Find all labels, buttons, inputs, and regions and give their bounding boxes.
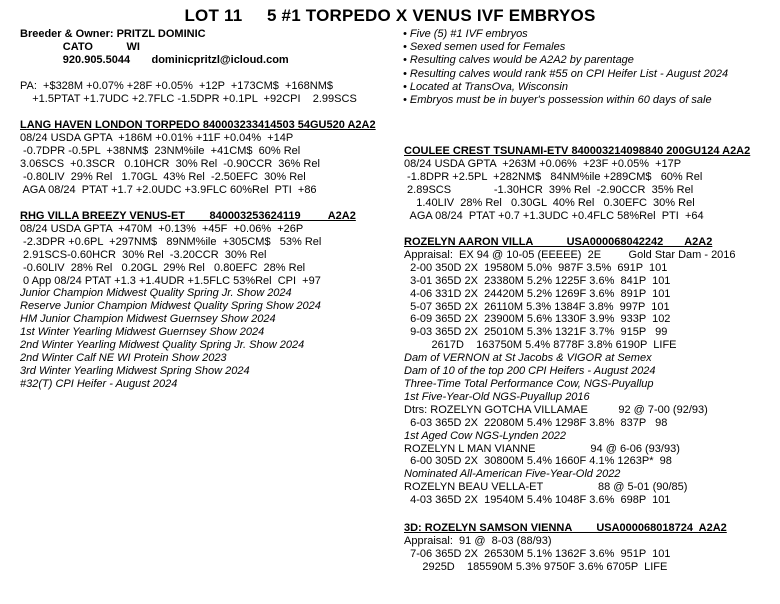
- lot-bullets: [403, 28, 728, 107]
- third-dam-name: 3D: ROZELYN SAMSON VIENNA USA000068018724 A2A2: [404, 522, 727, 534]
- pa-line: PA: +$328M +0.07% +28F +0.05% +12P +173CM$ +168NM$: [20, 80, 333, 92]
- dam-achievement: 3rd Winter Yearling Midwest Spring Show 2024: [20, 364, 250, 377]
- granddam-record: 4-06 331D 2X 24420M 5.2% 1269F 3.6% 891P 101: [404, 287, 671, 300]
- mgs-block: [404, 145, 750, 222]
- dam-achievement: Junior Champion Midwest Quality Spring Jr. Show 2024: [20, 287, 292, 300]
- sire-block: [20, 119, 376, 196]
- dam-line: 0 App 08/24 PTAT +1.3 +1.4UDR +1.5FLC 53%Rel CPI +97: [20, 274, 321, 287]
- daughter-line: ROZELYN L MAN VIANNE 94 @ 6-06 (93/93): [404, 442, 680, 455]
- mgs-name: COULEE CREST TSUNAMI-ETV 840003214098840 200GU124 A2A2: [404, 145, 751, 157]
- mgs-line: 08/24 USDA GPTA +263M +0.06% +23F +0.05% +17P: [404, 157, 682, 170]
- daughter-line: Dtrs: ROZELYN GOTCHA VILLAMAE 92 @ 7-00 (92/93): [404, 403, 708, 416]
- dam-name: RHG VILLA BREEZY VENUS-ET 840003253624119 A2A2: [20, 210, 356, 222]
- sire-line: -0.80LIV 29% Rel 1.70GL 43% Rel -2.50EFC 30% Rel: [20, 170, 306, 183]
- location-line: CATO WI: [20, 41, 140, 53]
- dam-line: 08/24 USDA GPTA +470M +0.13% +45F +0.06% +26P: [20, 222, 304, 235]
- daughter-record: 6-00 305D 2X 30800M 5.4% 1660F 4.1% 1263P* 98: [404, 455, 672, 468]
- granddam-record: 9-03 365D 2X 25010M 5.3% 1321F 3.7% 915P 99: [404, 326, 668, 339]
- mgs-line: 1.40LIV 28% Rel 0.30GL 40% Rel 0.30EFC 30% Rel: [404, 196, 695, 209]
- contact-line: 920.905.5044 dominicpritzl@icloud.com: [20, 54, 289, 66]
- dam-line: 2.91SCS-0.60HCR 30% Rel -3.20CCR 30% Rel: [20, 248, 267, 261]
- daughter-record: 4-03 365D 2X 19540M 5.4% 1048F 3.6% 698P 101: [404, 494, 671, 507]
- daughter-award: 1st Aged Cow NGS-Lynden 2022: [404, 429, 567, 442]
- lot-title: 5 #1 TORPEDO X VENUS IVF EMBRYOS: [266, 6, 596, 25]
- granddam-block: [404, 236, 736, 507]
- breeder-owner-block: [20, 28, 289, 67]
- dam-achievement: HM Junior Champion Midwest Guernsey Show 2024: [20, 313, 276, 326]
- bullet-item: • Resulting calves would rank #55 on CPI Heifer List - August 2024: [403, 67, 729, 80]
- dam-line: -0.60LIV 28% Rel 0.20GL 29% Rel 0.80EFC 28% Rel: [20, 261, 306, 274]
- daughter-award: Nominated All-American Five-Year-Old 2022: [404, 468, 621, 481]
- granddam-record: 3-01 365D 2X 23380M 5.2% 1225F 3.6% 841P 101: [404, 274, 671, 287]
- bullet-item: • Resulting calves would be A2A2 by parentage: [403, 54, 634, 67]
- sire-line: 3.06SCS +0.3SCR 0.10HCR 30% Rel -0.90CCR 36% Rel: [20, 157, 320, 170]
- granddam-lifetime: 2617D 163750M 5.4% 8778F 3.8% 6190P LIFE: [404, 339, 677, 352]
- dam-achievement: 1st Winter Yearling Midwest Guernsey Show 2024: [20, 326, 265, 339]
- sire-line: 08/24 USDA GPTA +186M +0.01% +11F +0.04% +14P: [20, 131, 294, 144]
- sire-line: AGA 08/24 PTAT +1.7 +2.0UDC +3.9FLC 60%Rel PTI +86: [20, 183, 317, 196]
- dam-achievement: Reserve Junior Champion Midwest Quality Spring Show 2024: [20, 300, 321, 313]
- bullet-item: • Located at TransOva, Wisconsin: [403, 80, 568, 93]
- bullet-item: • Embryos must be in buyer's possession within 60 days of sale: [403, 94, 712, 107]
- dam-achievement: 2nd Winter Yearling Midwest Quality Spring Jr. Show 2024: [20, 339, 305, 352]
- bullet-item: • Sexed semen used for Females: [403, 41, 566, 54]
- pa-line: +1.5PTAT +1.7UDC +2.7FLC -1.5DPR +0.1PL +92CPI 2.99SCS: [20, 93, 357, 105]
- sire-line: -0.7DPR -0.5PL +38NM$ 23NM%ile +41CM$ 60% Rel: [20, 144, 301, 157]
- granddam-record: 6-09 365D 2X 23900M 5.6% 1330F 3.9% 933P 102: [404, 313, 671, 326]
- lot-number: LOT 11: [184, 6, 243, 25]
- granddam-appraisal: Appraisal: EX 94 @ 10-05 (EEEEE) 2E Gold Star Dam - 2016: [404, 248, 736, 261]
- daughter-line: ROZELYN BEAU VELLA-ET 88 @ 5-01 (90/85): [404, 481, 688, 494]
- granddam-note: Dam of VERNON at St Jacobs & VIGOR at Semex: [404, 352, 652, 365]
- daughter-record: 6-03 365D 2X 22080M 5.4% 1298F 3.8% 837P 98: [404, 416, 668, 429]
- granddam-note: Three-Time Total Performance Cow, NGS-Puyallup: [404, 377, 654, 390]
- mgs-line: -1.8DPR +2.5PL +282NM$ 84NM%ile +289CM$ 60% Rel: [404, 170, 703, 183]
- third-dam-block: [404, 522, 727, 574]
- page-title: [0, 6, 780, 26]
- dam-achievement: 2nd Winter Calf NE WI Protein Show 2023: [20, 351, 227, 364]
- granddam-record: 5-07 365D 2X 26110M 5.3% 1384F 3.8% 997P 101: [404, 300, 670, 313]
- third-dam-lifetime: 2925D 185590M 5.3% 9750F 3.6% 6705P LIFE: [404, 560, 668, 573]
- granddam-record: 2-00 350D 2X 19580M 5.0% 987F 3.5% 691P 101: [404, 261, 668, 274]
- sire-name: LANG HAVEN LONDON TORPEDO 840003233414503 54GU520 A2A2: [20, 119, 376, 131]
- granddam-note: 1st Five-Year-Old NGS-Puyallup 2016: [404, 390, 590, 403]
- dam-line: -2.3DPR +0.6PL +297NM$ 89NM%ile +305CM$ 53% Rel: [20, 235, 322, 248]
- mgs-line: 2.89SCS -1.30HCR 39% Rel -2.90CCR 35% Rel: [404, 183, 694, 196]
- third-dam-record: 7-06 365D 2X 26530M 5.1% 1362F 3.6% 951P 101: [404, 547, 671, 560]
- breeder-line: Breeder & Owner: PRITZL DOMINIC: [20, 28, 206, 40]
- parent-average: [20, 80, 357, 106]
- granddam-note: Dam of 10 of the top 200 CPI Heifers - August 2024: [404, 365, 656, 378]
- dam-block: [20, 210, 356, 391]
- bullet-item: • Five (5) #1 IVF embryos: [403, 28, 528, 40]
- mgs-line: AGA 08/24 PTAT +0.7 +1.3UDC +0.4FLC 58%Rel PTI +64: [404, 209, 704, 222]
- granddam-name: ROZELYN AARON VILLA USA000068042242 A2A2: [404, 236, 713, 248]
- third-dam-appraisal: Appraisal: 91 @ 8-03 (88/93): [404, 534, 552, 547]
- dam-achievement: #32(T) CPI Heifer - August 2024: [20, 377, 178, 390]
